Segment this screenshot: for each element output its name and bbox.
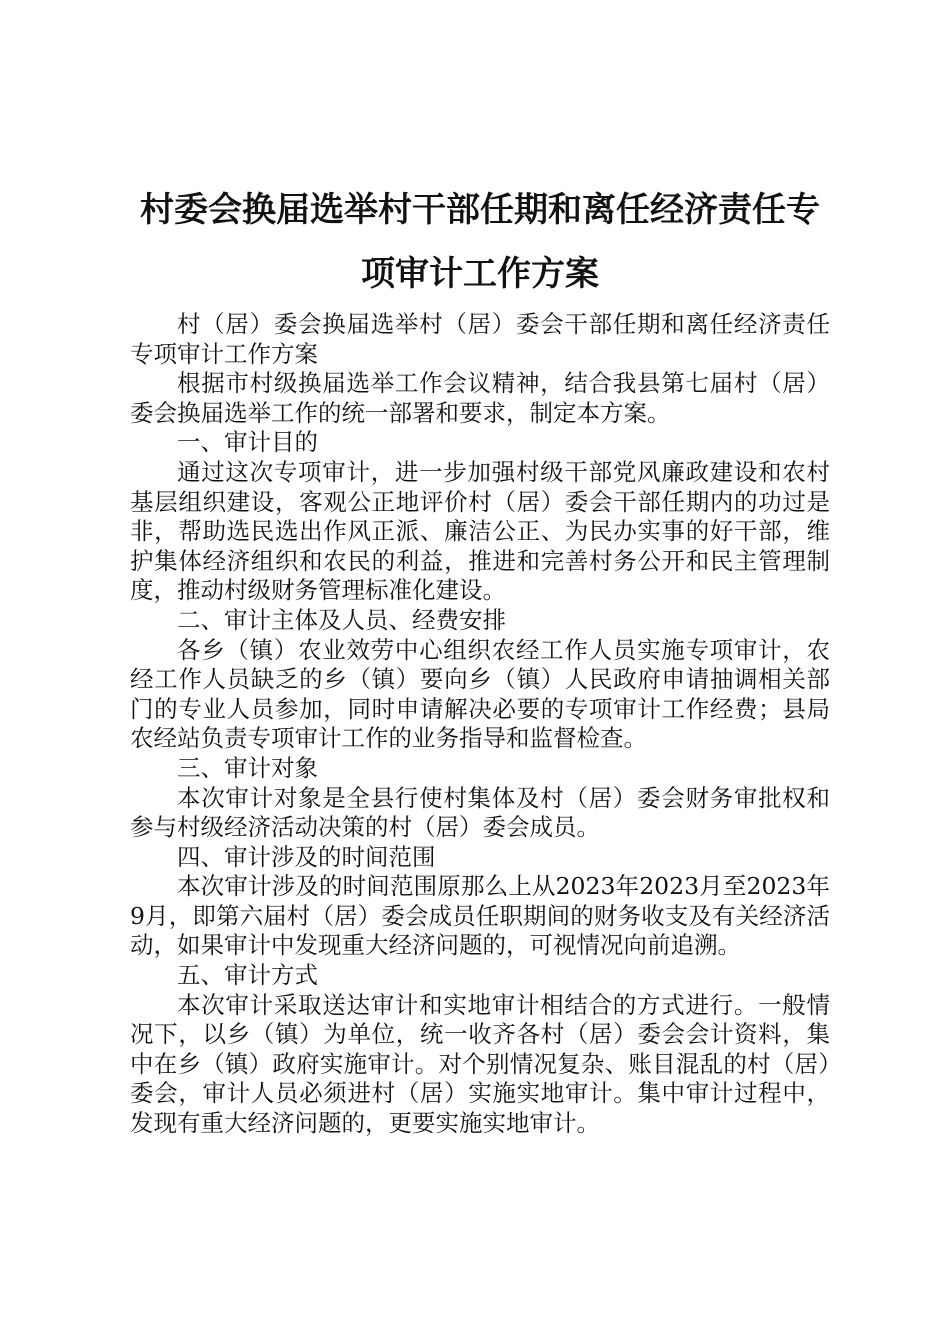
section-body-1: 通过这次专项审计，进一步加强村级干部党风廉政建设和农村基层组织建设，客观公正地评价村（居）委会干部任期内的功过是非，帮助选民选出作风正派、廉洁公正、为民办实事的好干部，维护集体经济组织和农民的利益，推进和完善村务公开和民主管理制度，推动村级财务管理标准化建设。 [130,457,830,605]
document-page [130,178,830,1139]
section-body-4: 本次审计涉及的时间范围原那么上从2023年2023月至2023年9月，即第六届村（居）委会成员任职期间的财务收支及有关经济活动，如果审计中发现重大经济问题的，可视情况向前追溯。 [130,872,830,960]
title-line-2: 项审计工作方案 [361,254,599,294]
section-heading-5: 五、审计方式 [177,961,318,990]
section-heading-3: 三、审计对象 [177,753,318,782]
title-line-1: 村委会换届选举村干部任期和离任经济责任专 [140,190,820,230]
section-heading-4: 四、审计涉及的时间范围 [177,842,436,871]
basis-paragraph: 根据市村级换届选举工作会议精神，结合我县第七届村（居）委会换届选举工作的统一部署和要求，制定本方案。 [130,369,830,427]
document-title [130,178,830,306]
section-heading-2: 二、审计主体及人员、经费安排 [177,605,506,634]
section-body-3: 本次审计对象是全县行使村集体及村（居）委会财务审批权和参与村级经济活动决策的村（居）委会成员。 [130,783,830,842]
intro-paragraph: 村（居）委会换届选举村（居）委会干部任期和离任经济责任专项审计工作方案 [130,310,830,368]
section-body-5: 本次审计采取送达审计和实地审计相结合的方式进行。一般情况下，以乡（镇）为单位，统一收齐各村（居）委会会计资料，集中在乡（镇）政府实施审计。对个别情况复杂、账目混乱的村（居）委会，审计人员必须进村（居）实施实地审计。集中审计过程中，发现有重大经济问题的，更要实施实地审计。 [130,990,830,1138]
section-heading-1: 一、审计目的 [177,428,318,457]
section-body-2: 各乡（镇）农业效劳中心组织农经工作人员实施专项审计，农经工作人员缺乏的乡（镇）要向乡（镇）人民政府申请抽调相关部门的专业人员参加，同时申请解决必要的专项审计工作经费；县局农经站负责专项审计工作的业务指导和监督检查。 [130,635,830,753]
